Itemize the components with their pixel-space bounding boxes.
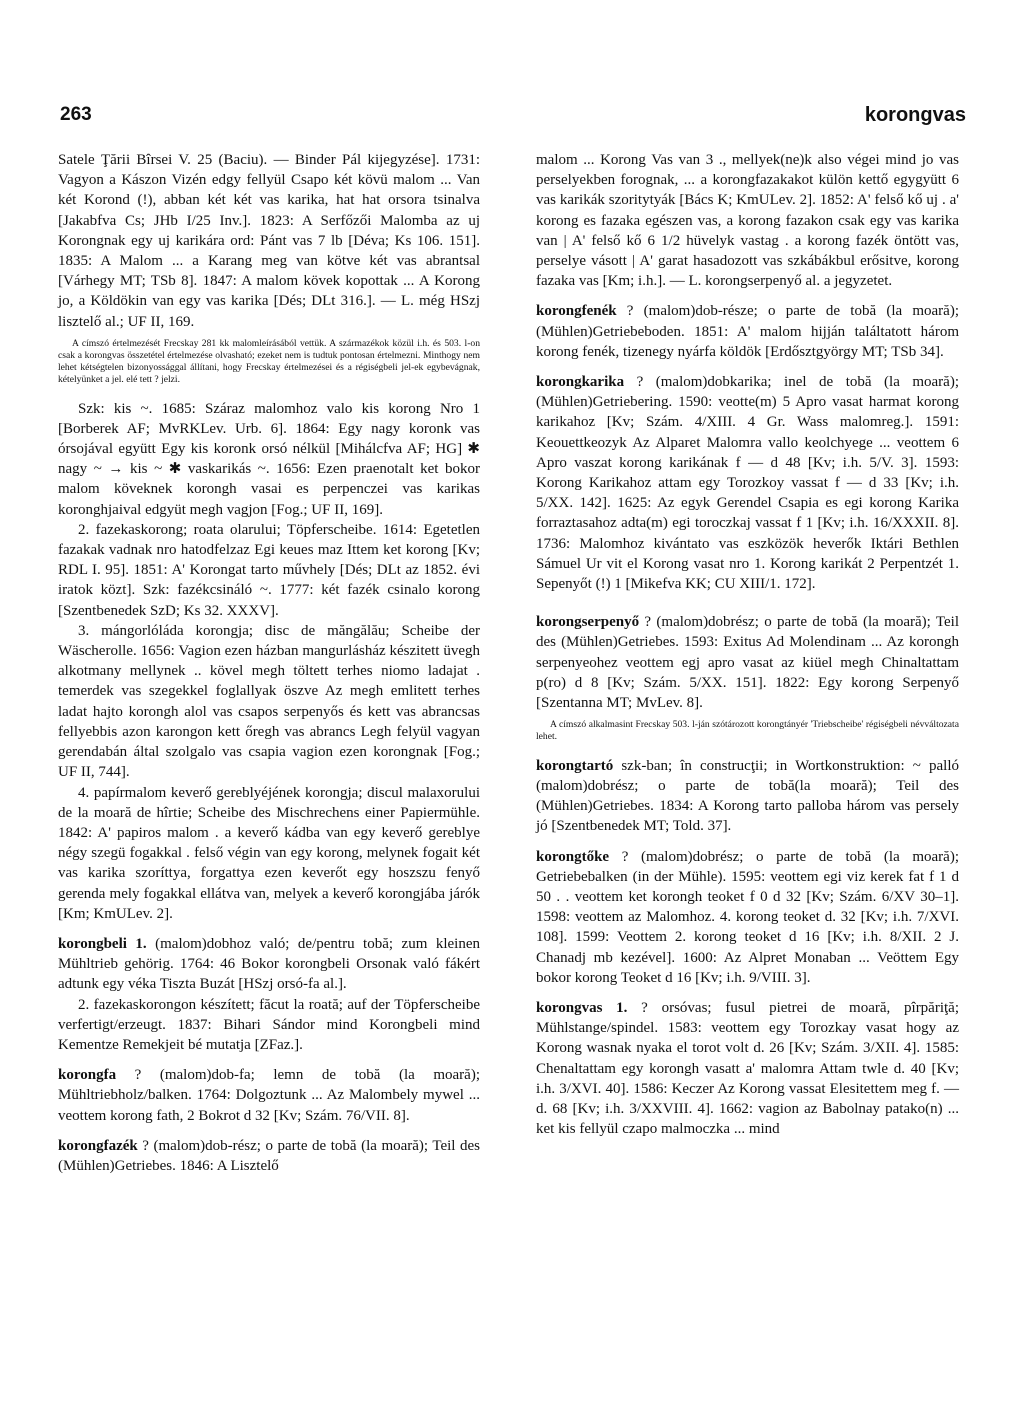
dictionary-entry <box>58 1065 480 1126</box>
sense-paragraph <box>58 621 480 783</box>
sense-paragraph <box>58 399 480 520</box>
entry-text: ? (malom)dobrész; o parte de tobă (la moară); Teil des (Mühlen)Getriebes. 1593: Exitus Ad Molendinam ... Az korongh serpenyeohez veottem egj apro vasat az kiüel megh Chinaltattam p(ro) d 8 [Kv; Szám. 5/XX. 151]. 1822: Egy korong Serpenyő [Szentanna MT; MvLev. 8]. <box>536 614 959 712</box>
continued-paragraph <box>536 150 959 291</box>
footnote <box>58 338 480 387</box>
entry-text: ? (malom)dob-fa; lemn de tobă (la moară); Mühltriebholz/balken. 1764: Dolgoztunk ... Az Malombely mywel ... veottem korong fath, 2 Bokrot d 32 [Kv; Szám. 76/VII. 8]. <box>58 1067 480 1124</box>
entry-text: 4. papírmalom keverő gereblyéjének korongja; discul malaxorului de la moară de hîrtie; Scheibe des Mischrechens einer Papiermühle. 1842: A' papiros malom . a keverő kádba van egy keverő gereblye négy szegü fogakkal . felső végin van egy korong, melynek fogait két vas karika szoríttya, forgattya ezen keverőt egy hoszszu fenyő gerenda mely fogakkal ellátva van, melyek a keverő korongjába járók [Km; KmULev. 2]. <box>58 784 480 922</box>
dictionary-entry <box>536 612 959 713</box>
continued-paragraph <box>58 150 480 332</box>
left-column <box>58 150 480 1176</box>
entry-headword: korongserpenyő <box>536 614 640 631</box>
entry-text: malom ... Korong Vas van 3 ., mellyek(ne)k also végei mind jo vas perselyekben forognak, ... a korongfazakakot külön kettő egygyütt 6 vas karikák szoritytyák [Bács K; KmULev. 2]. 1852: A' felső kő uj . a' korong es fazaka egészen vas, a korong fazakon csak egy vas karika van | A' felső kő 6 1/2 hüvelyk vastag . a korong fazék öntött vas, perselye vásott | A' garat hasadozott vas szkábákbul erősitve, korong fazaka vas [Km; i.h.]. — L. korongserpenyő al. a jegyzetet. <box>536 152 959 290</box>
entry-headword: korongvas 1. <box>536 999 628 1016</box>
entry-headword: korongfa <box>58 1067 117 1084</box>
entry-text: ? (malom)dob-része; o parte de tobă (la moară); (Mühlen)Getriebeboden. 1851: A' malom hijján találtatott három korong fenék, tizenegy nyárfa köldök [Erdősztgyörgy MT; TSb 34]. <box>536 303 959 360</box>
entry-text: A címszó értelmezését Frecskay 281 kk malomleírásából vettük. A származékok közül i.h. és 503. l-on csak a korongvas összetétel értelmezése olvasható; ezeket nem is tudtuk pontosan értelmezni. Minthogy nem lehet kétségtelen bizonyossággal állítani, hogy Frecskay értelmezései és a régiségbeli jel-ek egybevágnak, kételyünket a jel. elé tett ? jelzi. <box>58 337 480 386</box>
dictionary-entry <box>536 301 959 362</box>
sense-paragraph <box>58 783 480 924</box>
page-header <box>60 104 966 134</box>
right-column <box>536 150 959 1139</box>
entry-text: 3. mángorlóláda korongja; disc de măngălău; Scheibe der Wäscherolle. 1656: Vagion ezen házban mangurlásház készitett üvegh alkotmany mellynek .. kövel megh töltett terhes niomo ladajat . temerdek vas szegekkel foglallyak öszve Az megh emlitett terhes ladat hajto korongh alol vas csapos serpenyős és kett vas abrancsas fellyebbis azon karongon kett őregh vas abrancs Legh felyül vagyan gerendabán által szolgalo vas csapia vagion ezen korongnak [Fog.; UF II, 744]. <box>58 622 480 781</box>
dictionary-entry <box>536 847 959 988</box>
entry-text: A címszó alkalmasint Frecskay 503. l-ján szótározott korongtányér 'Triebscheibe' régiségbeli névváltozata lehet. <box>536 719 959 743</box>
entry-text: Satele Ţării Bîrsei V. 25 (Baciu). — Binder Pál kijegyzése]. 1731: Vagyon a Kászon Vizén edgy fellyül Csapo két kövü malom ... Van két Korond (!), abban két két vas karika, hat hat orsora tsinalva [Jakabfva Cs; JHb I/25 Inv.]. 1823: A Serfőzői Malomba az uj Korongnak egy uj karikára ord: Pánt vas 7 lb [Déva; Ks 106. 151]. 1835: A Malom ... a Karang meg van kötve két vas abrantsal [Várhegy MT; TSb 8]. 1847: A malom kövek kopottak ... A Korong jo, a Köldökin van egy vas karika [Dés; DLt 316.]. — L. még HSzj lisztelő al.; UF II, 169. <box>58 152 480 330</box>
entry-headword: korongfenék <box>536 303 617 320</box>
entry-text: ? (malom)dob-rész; o parte de tobă (la moară); Teil des (Mühlen)Getriebes. 1846: A Lisztelő <box>58 1137 480 1174</box>
dictionary-entry <box>536 998 959 1139</box>
sense-paragraph <box>58 520 480 621</box>
entry-text: ? (malom)dobkarika; inel de tobă (la moară); (Mühlen)Getriebering. 1590: veotte(m) 5 Apro vasat harmat korong karikahoz [Kv; Szám. 4/XIII. 4 Gr. Wass malomreg.]. 1591: Keouettkeozyk Az Alparet Malomra vallo keolchyege ... veottem 6 Apro vaszat korong karikának f — d 48 [Kv; i.h. 5/V. 3]. 1593: Korong Karikahoz attam egy Torozkoy vassat f — d 33 [Kv; i.h. 5/XX. 142]. 1625: Az egyk Gerendel Csapia es egi korong Karika forraztasahoz adta(m) egi toroczkaj vassat f 1 [Kv; i.h. 16/XXXII. 8]. 1736: Malomhoz kivántato vas eszközök heverők Iktári Bethlen Sámuel Ur vit el Korong vasat nro 1. Korong karikát 2 Perpentzét 1. Sepenyőt (!) 1 [Mikefva KK; CU XIII/1. 172]. <box>536 374 959 593</box>
entry-headword: korongbeli 1. <box>58 935 147 952</box>
entry-headword: korongkarika <box>536 374 625 391</box>
entry-text: ? (malom)dobrész; o parte de tobă (la moară); Getriebebalken (in der Mühle). 1595: veottem egi viz kerek fat f 1 d 50 . . veottem ket korongh teoket f 0 d 32 [Kv; Szám. 6/XV 30–1]. 1598: veottem az Malomhoz. 4. korong teoket d. 32 [Kv; i.h. 7/XVI. 108]. 1599: Veottem 2. korong teoket d 16 [Kv; i.h. 8/XII. 2 J. Chanadj mb kezével]. 1600: Az Alpret Monaban ... Veöttem Egy bokor korong Teoket d 16 [Kv; i.h. 9/VIII. 3]. <box>536 848 959 986</box>
dictionary-entry <box>58 934 480 995</box>
entry-text: 2. fazekaskorongon készített; făcut la roată; auf der Töpferscheibe verfertigt/erzeugt. 1837: Bihari Sándor mind Korongbeli mind Kementze Remekjeit bé mutatja [ZFaz.]. <box>58 996 480 1053</box>
entry-text: (malom)dobhoz való; de/pentru tobă; zum kleinen Mühltrieb gehörig. 1764: 46 Bokor korongbeli Orsonak való fákért adtunk egy véka Tiszta Buzát [HSzj orsó-fa al.]. <box>58 935 481 993</box>
entry-text: Szk: kis ~. 1685: Száraz malomhoz valo kis korong Nro 1 [Borberek AF; MvRKLev. Urb. 6]. 1864: Egy nagy koronk vas órsojával együtt Egy kis koronk orsó nélkül [Mihálcfva AF; HG] ✱ nagy ~ → kis ~ ✱ vaskarikás ~. 1656: Ezen praenotalt ket bokor malom köveknek korongh vasai es perpenczei vas karikas koronghjaival edgyüt megh vagjon [Fog.; UF II, 169]. <box>58 400 480 518</box>
sense-paragraph <box>58 995 480 1056</box>
dictionary-entry <box>58 1136 480 1176</box>
entry-headword: korongtartó <box>536 757 614 774</box>
running-head: korongvas <box>864 104 966 126</box>
entry-text: ? orsóvas; fusul pietrei de moară, pîrpăriţă; Mühlstange/spindel. 1583: veottem egy Torozkay vasat hogy az Korong wasnak nyaka el torot volt d. 26 [Kv; Szám. 3/XII. 4]. 1585: Chenaltattam egy korongh vasatt a' malomra Attam twle d. 40 [Kv; i.h. 3/XVI. 40]. 1586: Keczer Az Korong vassat Elesitettem meg f. — d. 68 [Kv; i.h. 3/XXVIII. 4]. 1662: vagion az Babolnay patako(n) ... ket kis fellyül czapo malmoczka ... mind <box>536 999 959 1138</box>
entry-text: 2. fazekaskorong; roata olarului; Töpferscheibe. 1614: Egetetlen fazakak vadnak nro hatodfelzaz Egi keues maz Ittem ket korong [Kv; RDL I. 95]. 1851: A' Korongat tarto művhely [Dés; DLt az 1852. évi iratok közt]. Szk: fazékcsináló ~. 1777: két fazék csinalo korong [Szentbenedek SzD; Ks 32. XXXV]. <box>58 521 480 619</box>
entry-text: szk-ban; în construcţii; in Wortkonstruktion: ~ palló (malom)dobrész; o parte de tobă(la moară); Teil des (Mühlen)Getriebes. 1834: A Korong tarto palloba három vas persely jó [Szentbenedek MT; Told. 37]. <box>536 757 959 835</box>
dictionary-entry <box>536 756 959 837</box>
entry-headword: korongtőke <box>536 848 610 865</box>
dictionary-entry <box>536 372 959 594</box>
footnote <box>536 719 959 743</box>
page-number: 263 <box>60 104 92 125</box>
entry-headword: korongfazék <box>58 1137 138 1154</box>
